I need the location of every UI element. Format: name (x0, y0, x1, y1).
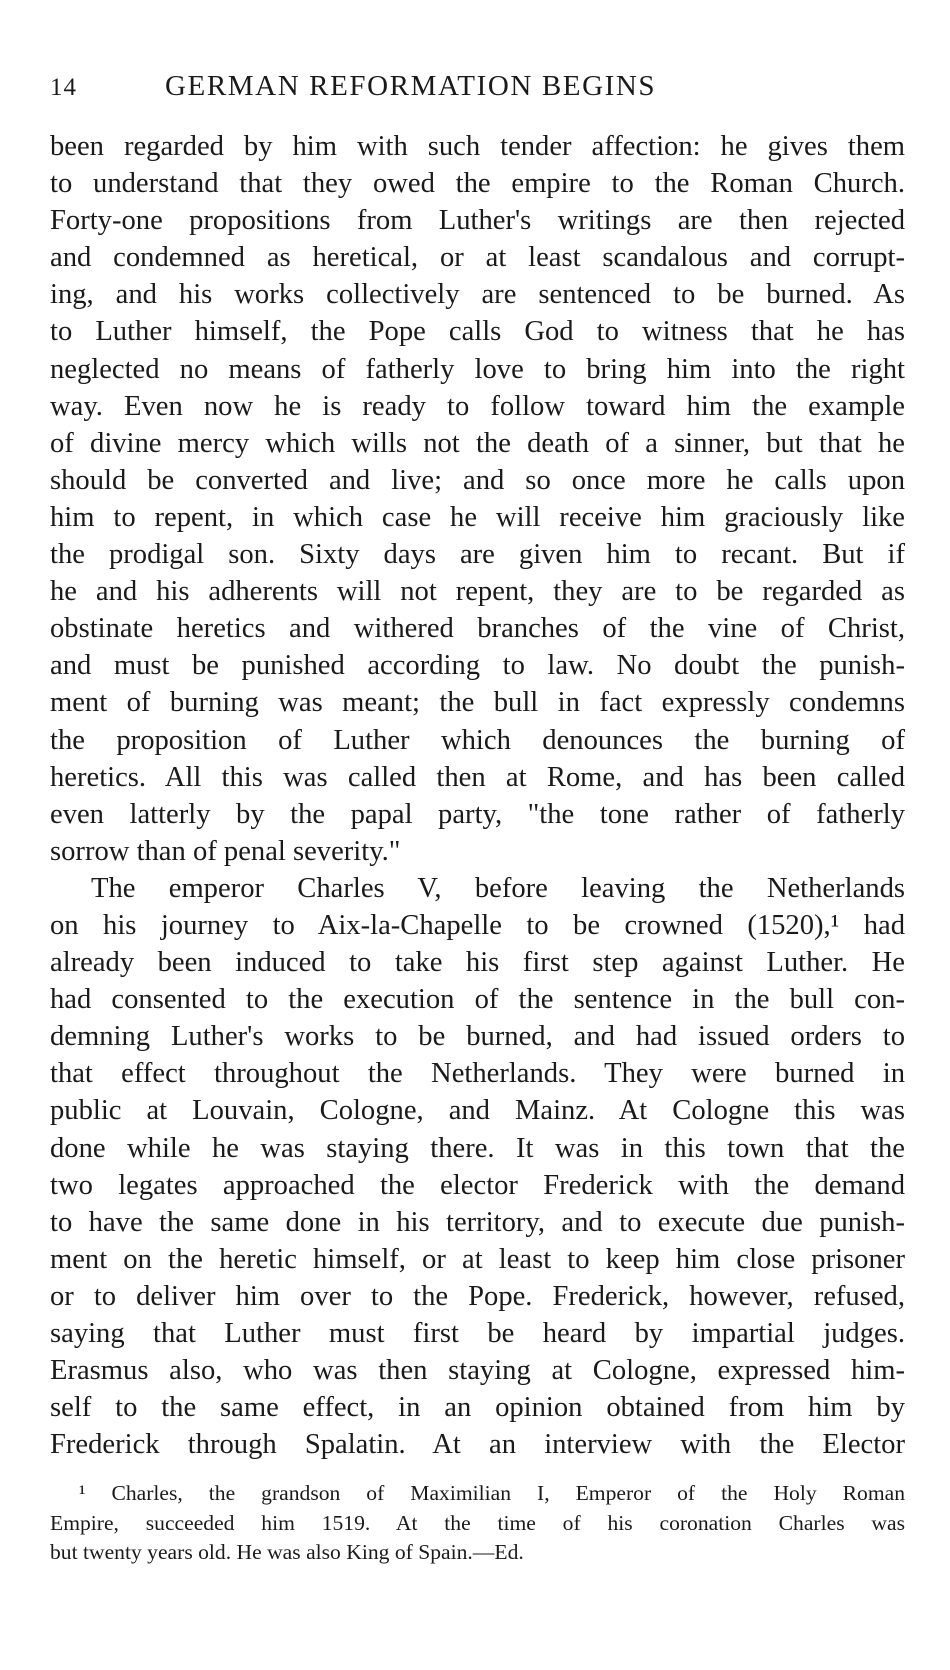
footnote-line: Empire, succeeded him 1519. At the time of his coronation Charles was (50, 1510, 905, 1535)
text-line: way. Even now he is ready to follow toward him the example (50, 390, 905, 422)
text-line: already been induced to take his first step against Luther. He (50, 947, 905, 979)
text-line: heretics. All this was called then at Rome, and has been called (50, 761, 905, 793)
footnote (50, 1479, 905, 1568)
text-line: neglected no means of fatherly love to bring him into the right (50, 353, 905, 385)
text-line: the prodigal son. Sixty days are given him to recant. But if (50, 539, 905, 571)
text-line: Erasmus also, who was then staying at Cologne, expressed him- (50, 1355, 905, 1387)
text-line: saying that Luther must first be heard by impartial judges. (50, 1318, 905, 1349)
text-line: ment on the heretic himself, or at least to keep him close prisoner (50, 1243, 905, 1275)
text-line: sorrow than of penal severity." (50, 835, 401, 867)
text-line: two legates approached the elector Frederick with the demand (50, 1169, 905, 1201)
body-text (50, 128, 905, 1463)
text-line: been regarded by him with such tender affection: he gives them (50, 131, 905, 162)
text-line: self to the same effect, in an opinion obtained from him by (50, 1392, 905, 1424)
text-line: to Luther himself, the Pope calls God to witness that he has (50, 316, 905, 348)
text-line: obstinate heretics and withered branches of the vine of Christ, (50, 613, 905, 645)
text-line: ment of burning was meant; the bull in fact expressly condemns (50, 687, 905, 719)
text-line: done while he was staying there. It was in this town that the (50, 1132, 905, 1164)
book-page (50, 70, 905, 1568)
text-line: Frederick through Spalatin. At an interview with the Elector (50, 1429, 905, 1461)
text-line: and condemned as heretical, or at least scandalous and corrupt- (50, 242, 905, 274)
text-line: on his journey to Aix-la-Chapelle to be crowned (1520),¹ had (50, 909, 905, 941)
text-line: The emperor Charles V, before leaving the Netherlands (91, 872, 905, 904)
footnote-line: ¹ Charles, the grandson of Maximilian I, Emperor of the Holy Roman (79, 1481, 905, 1506)
text-line: that effect throughout the Netherlands. They were burned in (50, 1058, 905, 1090)
text-line: he and his adherents will not repent, they are to be regarded as (50, 576, 905, 608)
text-line: public at Louvain, Cologne, and Mainz. At Cologne this was (50, 1095, 905, 1127)
footnote-line: but twenty years old. He was also King of Spain.—Ed. (50, 1540, 524, 1565)
text-line: the proposition of Luther which denounces the burning of (50, 724, 905, 756)
running-head (50, 70, 905, 124)
text-line: to understand that they owed the empire to the Roman Church. (50, 168, 905, 200)
text-line: even latterly by the papal party, "the tone rather of fatherly (50, 798, 905, 830)
text-line: and must be punished according to law. No doubt the punish- (50, 650, 905, 682)
text-line: had consented to the execution of the sentence in the bull con- (50, 984, 905, 1016)
text-line: or to deliver him over to the Pope. Frederick, however, refused, (50, 1280, 905, 1312)
page-number: 14 (50, 74, 77, 101)
text-line: of divine mercy which wills not the death of a sinner, but that he (50, 427, 905, 459)
text-line: ing, and his works collectively are sentenced to be burned. As (50, 279, 905, 311)
running-title: GERMAN REFORMATION BEGINS (165, 70, 657, 102)
text-line: him to repent, in which case he will receive him graciously like (50, 501, 905, 533)
text-line: to have the same done in his territory, and to execute due punish- (50, 1206, 905, 1238)
text-line: demning Luther's works to be burned, and had issued orders to (50, 1021, 905, 1053)
text-line: Forty-one propositions from Luther's writings are then rejected (50, 205, 905, 237)
text-line: should be converted and live; and so once more he calls upon (50, 464, 905, 496)
